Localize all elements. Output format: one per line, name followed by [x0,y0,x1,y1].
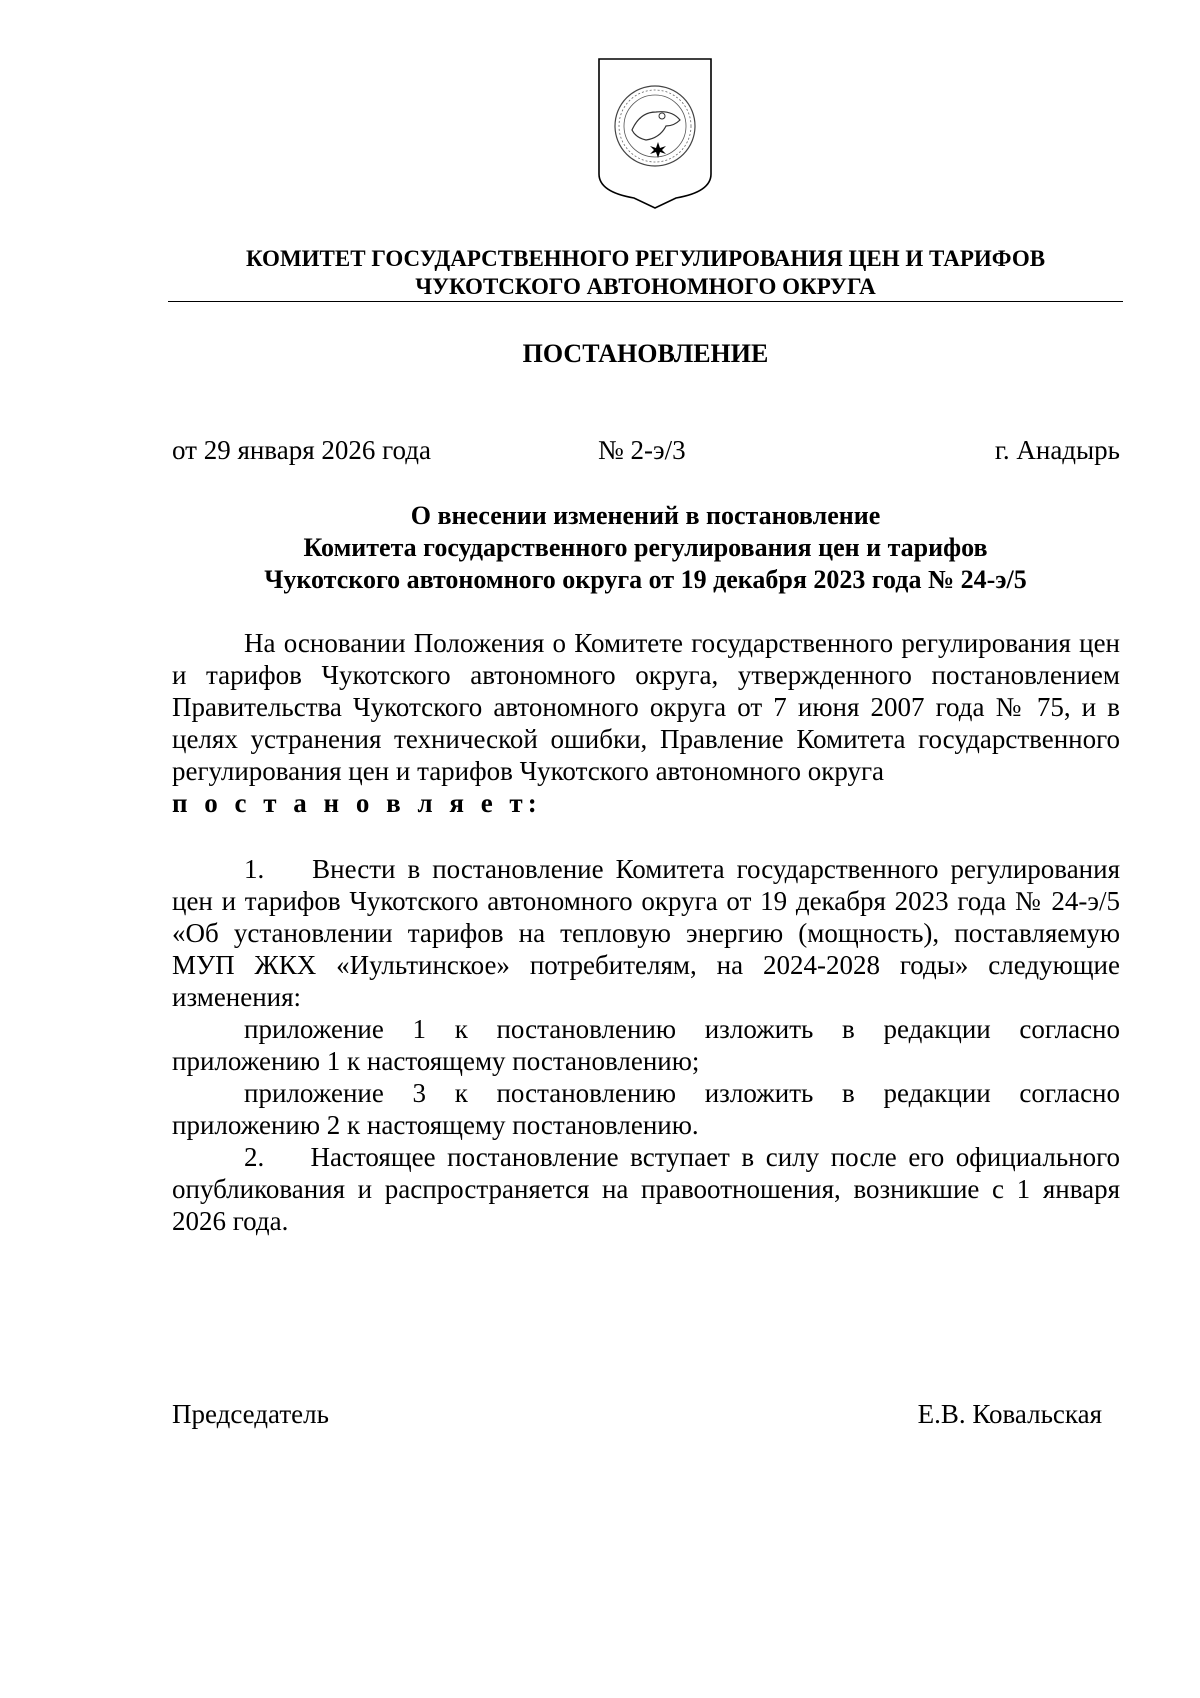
document-date: от 29 января 2026 года [172,435,431,465]
document-city: г. Анадырь [994,435,1120,465]
document-subject [168,500,1123,596]
document-body [172,627,1120,1237]
coat-of-arms-icon [596,56,714,211]
organization-name [168,245,1123,301]
header-divider [168,301,1123,302]
signature-block [172,1398,1102,1430]
subject-line-1: О внесении изменений в постановление [410,501,881,530]
clause-1-change-1: приложение 1 к постановлению изложить в редакции согласно приложению 1 к настоящему постановлению; [172,1014,1120,1076]
decrees-label: п о с т а н о в л я е т: [172,788,542,818]
decrees-word [172,787,1120,819]
clause-1-change-2: приложение 3 к постановлению изложить в редакции согласно приложению 2 к настоящему постановлению. [172,1078,1120,1140]
preamble-paragraph: На основании Положения о Комитете государственного регулирования цен и тарифов Чукотского автономного округа, утвержденного постановлением Правительства Чукотского автономного округа от 7 июня 2007 года № 75, и в целях устранения технической ошибки, Правление Комитета государственного регулирования цен и тарифов Чукотского автономного округа [172,628,1120,786]
document-meta [172,434,1120,466]
document-type: ПОСТАНОВЛЕНИЕ [522,339,769,368]
signatory-name: Е.В. Ковальская [917,1399,1102,1429]
clause-2: 2. Настоящее постановление вступает в силу после его официального опубликования и распространяется на правоотношения, возникшие с 1 января 2026 года. [172,1142,1120,1236]
subject-line-3: Чукотского автономного округа от 19 декабря 2023 года № 24-э/5 [264,565,1027,594]
document-number: № 2-э/3 [598,435,686,465]
signatory-position: Председатель [172,1399,329,1429]
subject-line-2: Комитета государственного регулирования цен и тарифов [303,533,988,562]
organization-line-2: ЧУКОТСКОГО АВТОНОМНОГО ОКРУГА [415,274,876,299]
clause-1: 1. Внести в постановление Комитета государственного регулирования цен и тарифов Чукотского автономного округа от 19 декабря 2023 года № 24-э/5 «Об установлении тарифов на тепловую энергию (мощность), поставляемую МУП ЖКХ «Иультинское» потребителям, на 2024-2028 годы» следующие изменения: [172,854,1120,1012]
organization-line-1: КОМИТЕТ ГОСУДАРСТВЕННОГО РЕГУЛИРОВАНИЯ ЦЕН И ТАРИФОВ [245,246,1046,271]
spacer [172,819,1120,853]
